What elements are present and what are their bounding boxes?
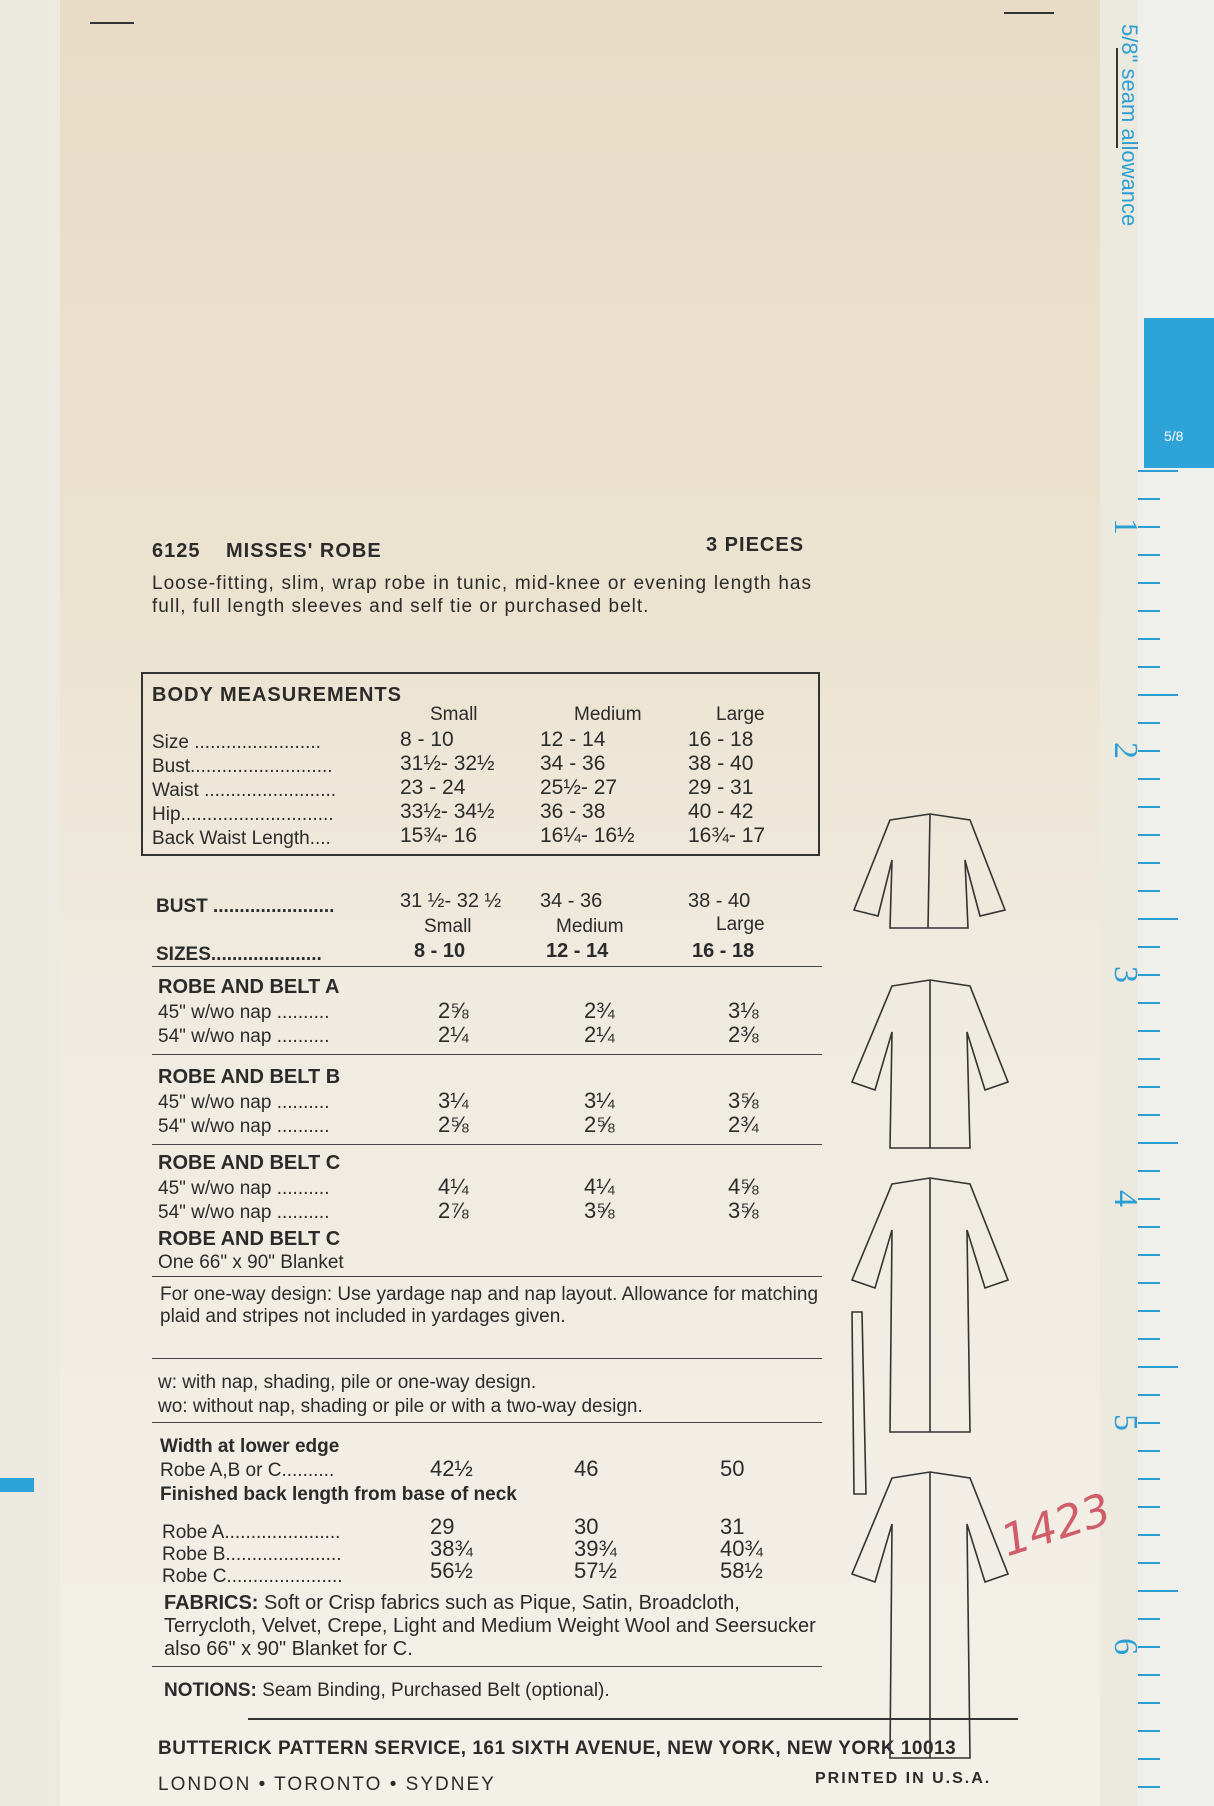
ruler-tick xyxy=(1138,1758,1160,1760)
yardage-value: 3¼ xyxy=(584,1088,615,1113)
ruler-blue-block xyxy=(1144,318,1214,468)
wo-note: wo: without nap, shading or pile or with a two-way design. xyxy=(158,1396,643,1417)
measurement-label: Hip............................. xyxy=(152,804,334,825)
yardage-value: 2¼ xyxy=(584,1022,615,1047)
divider xyxy=(152,1144,822,1145)
body-measurements-title: BODY MEASUREMENTS xyxy=(152,684,402,706)
width-value: 46 xyxy=(574,1456,599,1481)
w-note: w: with nap, shading, pile or one-way design. xyxy=(158,1372,537,1393)
length-value: 40¾ xyxy=(720,1536,763,1561)
divider xyxy=(152,1666,822,1667)
price-stamp: 1423 xyxy=(994,1483,1118,1568)
ruler-tick xyxy=(1138,1310,1160,1312)
bust-value: 38 - 40 xyxy=(688,890,751,912)
width-label: Robe A,B or C.......... xyxy=(160,1460,335,1481)
ruler-tick xyxy=(1138,722,1160,724)
yardage-group-title: ROBE AND BELT B xyxy=(158,1066,341,1088)
length-label: Robe B...................... xyxy=(162,1544,342,1565)
ruler-tick xyxy=(1138,806,1160,808)
ruler-tick xyxy=(1138,1394,1160,1396)
length-value: 30 xyxy=(574,1514,599,1539)
robe-long-sketch xyxy=(852,1178,1008,1432)
ruler-tick xyxy=(1138,1226,1160,1228)
ruler-tick xyxy=(1138,470,1178,472)
yardage-value: 2⅝ xyxy=(584,1112,615,1137)
ruler-tick xyxy=(1138,1562,1160,1564)
yardage-value: 2⅜ xyxy=(728,1022,759,1047)
ruler-tick xyxy=(1138,1030,1160,1032)
garment-sketches xyxy=(830,800,1030,1760)
length-value: 39¾ xyxy=(574,1536,617,1561)
length-label: Robe A...................... xyxy=(162,1522,341,1543)
measurement-value: 38 - 40 xyxy=(688,752,754,775)
yardage-label: 45" w/wo nap .......... xyxy=(158,1092,330,1113)
measurement-value: 16 - 18 xyxy=(688,728,754,751)
ruler-tick xyxy=(1138,834,1160,836)
yardage-label: 54" w/wo nap .......... xyxy=(158,1026,330,1047)
length-value: 29 xyxy=(430,1514,455,1539)
ruler-tick xyxy=(1138,498,1160,500)
yardage-value: 3⅝ xyxy=(584,1198,615,1223)
company-cities: LONDON • TORONTO • SYDNEY xyxy=(158,1774,496,1795)
measurement-value: 23 - 24 xyxy=(400,776,466,799)
ruler-tick xyxy=(1138,1282,1160,1284)
size-header: Large xyxy=(716,704,765,725)
ruler-tick xyxy=(1138,1702,1160,1704)
width-title: Width at lower edge xyxy=(160,1436,340,1457)
size-name: Medium xyxy=(556,916,624,937)
bust-label: BUST ....................... xyxy=(156,896,335,917)
yardage-value: 2¾ xyxy=(728,1112,759,1137)
yardage-value: 2¼ xyxy=(438,1022,469,1047)
belt-sketch xyxy=(852,1312,866,1494)
pattern-title: MISSES' ROBE xyxy=(226,540,382,562)
width-value: 50 xyxy=(720,1456,745,1481)
yardage-value: 4¼ xyxy=(438,1174,469,1199)
yardage-value: 2⅝ xyxy=(438,998,469,1023)
ruler-tick xyxy=(1138,862,1160,864)
ruler-tick xyxy=(1138,1170,1160,1172)
yardage-value: 3⅛ xyxy=(728,998,759,1023)
yardage-label: 54" w/wo nap .......... xyxy=(158,1116,330,1137)
ruler-tick xyxy=(1138,1534,1160,1536)
measurement-value: 31½- 32½ xyxy=(400,752,495,775)
size-value: 16 - 18 xyxy=(692,940,755,962)
ruler-tick xyxy=(1138,1254,1160,1256)
ruler-edge-mark xyxy=(0,1478,34,1492)
yardage-value: 3⅝ xyxy=(728,1198,759,1223)
ruler-tick xyxy=(1138,1618,1160,1620)
length-value: 58½ xyxy=(720,1558,763,1583)
measurement-value: 40 - 42 xyxy=(688,800,754,823)
measurement-value: 12 - 14 xyxy=(540,728,606,751)
divider xyxy=(152,1422,822,1423)
measurement-value: 25½- 27 xyxy=(540,776,618,799)
ruler-tick xyxy=(1138,694,1178,696)
divider xyxy=(152,1054,822,1055)
measurement-label: Bust........................... xyxy=(152,756,333,777)
ruler-number: 6 xyxy=(1107,1638,1144,1655)
robe-evening-sketch xyxy=(852,1472,1008,1758)
ruler-block-label: 5/8 xyxy=(1164,428,1184,444)
yardage-value: 2⅝ xyxy=(438,1112,469,1137)
length-label: Robe C...................... xyxy=(162,1566,343,1587)
pattern-description: Loose-fitting, slim, wrap robe in tunic, mid-knee or evening length has full, full length sleeves and self tie or purchased belt. xyxy=(152,573,812,617)
printed-in: PRINTED IN U.S.A. xyxy=(815,1770,992,1787)
measurement-label: Waist ......................... xyxy=(152,780,337,801)
ruler-tick xyxy=(1138,918,1178,920)
size-name: Small xyxy=(424,916,472,937)
measurement-value: 15¾- 16 xyxy=(400,824,478,847)
measurement-value: 36 - 38 xyxy=(540,800,606,823)
measurement-label: Back Waist Length.... xyxy=(152,828,331,849)
pattern-pieces: 3 PIECES xyxy=(706,534,805,556)
one-way-note: For one-way design: Use yardage nap and nap layout. Allowance for matching plaid and stripes not included in yardages given. xyxy=(160,1284,819,1327)
divider xyxy=(152,966,822,967)
notions-body: Seam Binding, Purchased Belt (optional). xyxy=(262,1680,610,1701)
width-value: 42½ xyxy=(430,1456,473,1481)
blanket-title: ROBE AND BELT C xyxy=(158,1228,341,1250)
ruler-tick xyxy=(1138,1058,1160,1060)
ruler-tick xyxy=(1138,638,1160,640)
ruler-tick xyxy=(1138,554,1160,556)
ruler-tick xyxy=(1138,1366,1178,1368)
company-address: BUTTERICK PATTERN SERVICE, 161 SIXTH AVENUE, NEW YORK, NEW YORK 10013 xyxy=(158,1738,957,1759)
blanket-text: One 66" x 90" Blanket xyxy=(158,1252,344,1273)
ruler-tick xyxy=(1138,1786,1160,1788)
length-value: 57½ xyxy=(574,1558,617,1583)
yardage-group-title: ROBE AND BELT A xyxy=(158,976,340,998)
ruler-tick xyxy=(1138,1450,1160,1452)
ruler-number: 5 xyxy=(1107,1414,1144,1431)
fold-mark xyxy=(90,22,134,24)
size-header: Medium xyxy=(574,704,642,725)
fabrics-text xyxy=(164,1592,824,1661)
pattern-number: 6125 xyxy=(152,540,201,562)
ruler-tick xyxy=(1138,778,1160,780)
ruler-number: 2 xyxy=(1107,742,1144,759)
ruler-tick xyxy=(1138,946,1160,948)
measurement-value: 16¾- 17 xyxy=(688,824,766,847)
length-value: 56½ xyxy=(430,1558,473,1583)
ruler-tick xyxy=(1138,1002,1160,1004)
ruler-tick xyxy=(1138,1730,1160,1732)
length-value: 31 xyxy=(720,1514,745,1539)
size-value: 12 - 14 xyxy=(546,940,609,962)
yardage-value: 3⅝ xyxy=(728,1088,759,1113)
bust-value: 31 ½- 32 ½ xyxy=(400,890,502,912)
ruler-number: 4 xyxy=(1107,1190,1144,1207)
ruler-tick xyxy=(1138,1086,1160,1088)
robe-knee-sketch xyxy=(852,980,1008,1148)
fabrics-label: FABRICS: xyxy=(164,1592,259,1614)
ruler-tick xyxy=(1138,1338,1160,1340)
bust-value: 34 - 36 xyxy=(540,890,603,912)
size-name: Large xyxy=(716,914,765,935)
measurement-value: 29 - 31 xyxy=(688,776,754,799)
fold-mark xyxy=(1004,12,1054,14)
ruler-tick xyxy=(1138,1674,1160,1676)
ruler-tick xyxy=(1138,610,1160,612)
ruler-label: 5/8" seam allowance xyxy=(1117,24,1142,227)
seam-ruler xyxy=(1138,0,1214,1806)
size-value: 8 - 10 xyxy=(414,940,466,962)
measurement-label: Size ........................ xyxy=(152,732,321,753)
yardage-label: 54" w/wo nap .......... xyxy=(158,1202,330,1223)
sizes-label: SIZES..................... xyxy=(156,944,322,965)
yardage-value: 4¼ xyxy=(584,1174,615,1199)
notions-label: NOTIONS: xyxy=(164,1680,257,1701)
ruler-tick xyxy=(1138,1478,1160,1480)
notions-text xyxy=(164,1680,610,1702)
ruler-tick xyxy=(1138,890,1160,892)
ruler-tick xyxy=(1138,582,1160,584)
yardage-value: 3¼ xyxy=(438,1088,469,1113)
divider xyxy=(152,1358,822,1359)
yardage-group-title: ROBE AND BELT C xyxy=(158,1152,341,1174)
length-value: 38¾ xyxy=(430,1536,473,1561)
fabrics-body: Soft or Crisp fabrics such as Pique, Satin, Broadcloth, Terrycloth, Velvet, Crepe, Light and Medium Weight Wool and Seersucker also 66" x 90" Blanket for C. xyxy=(164,1592,816,1660)
yardage-label: 45" w/wo nap .......... xyxy=(158,1002,330,1023)
robe-tunic-sketch xyxy=(854,814,1005,928)
measurement-value: 33½- 34½ xyxy=(400,800,495,823)
size-header: Small xyxy=(430,704,478,725)
ruler-number: 1 xyxy=(1107,518,1144,535)
ruler-tick xyxy=(1138,1590,1178,1592)
ruler-number: 3 xyxy=(1107,966,1144,983)
measurement-value: 16¼- 16½ xyxy=(540,824,635,847)
measurement-value: 34 - 36 xyxy=(540,752,606,775)
length-title: Finished back length from base of neck xyxy=(160,1484,517,1505)
yardage-value: 4⅝ xyxy=(728,1174,759,1199)
ruler-tick xyxy=(1138,666,1160,668)
yardage-value: 2⅞ xyxy=(438,1198,469,1223)
ruler-tick xyxy=(1138,1114,1160,1116)
ruler-tick xyxy=(1138,1506,1160,1508)
measurement-value: 8 - 10 xyxy=(400,728,454,751)
yardage-label: 45" w/wo nap .......... xyxy=(158,1178,330,1199)
yardage-value: 2¾ xyxy=(584,998,615,1023)
ruler-tick xyxy=(1138,1142,1178,1144)
divider xyxy=(152,1276,822,1277)
